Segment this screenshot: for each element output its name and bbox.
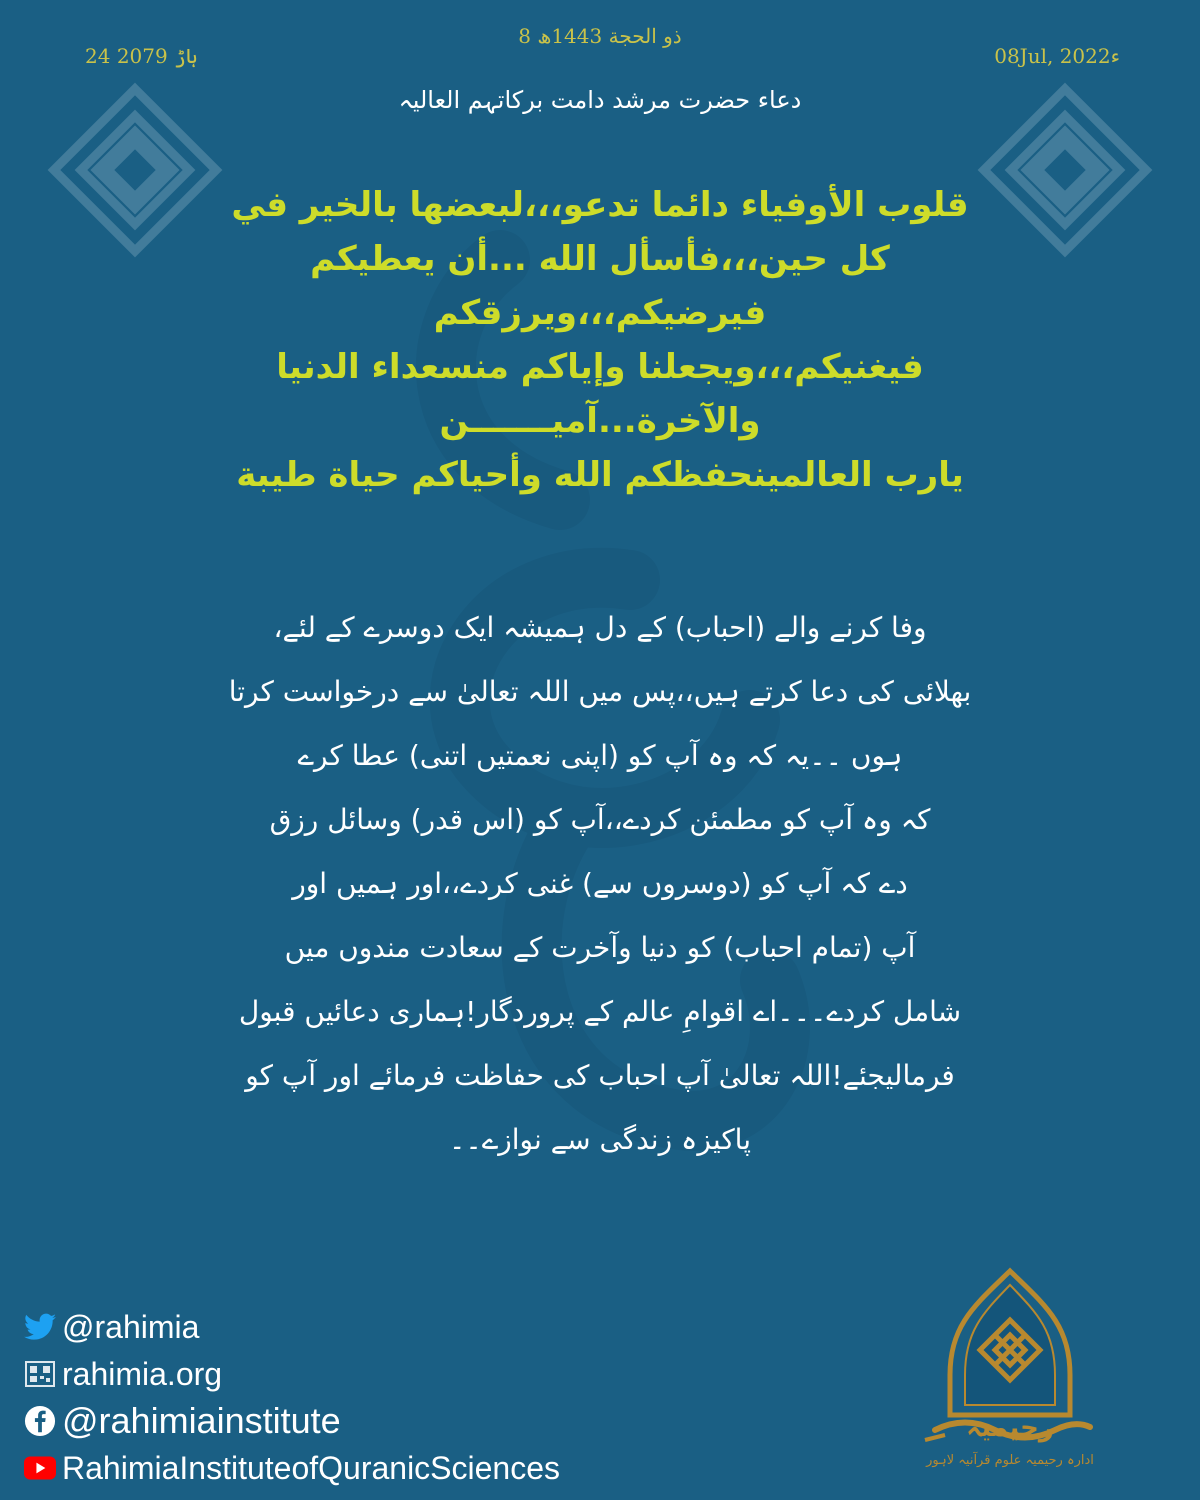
twitter-link[interactable]: [24, 1305, 724, 1349]
date-hijri: 8 ذو الحجة 1443ھ: [518, 24, 682, 48]
social-links: [24, 1305, 724, 1493]
youtube-channel: RahimiaInstituteofQuranicSciences: [62, 1449, 561, 1486]
twitter-icon: [24, 1311, 56, 1343]
urdu-line: دے کہ آپ کو (دوسروں سے) غنی کردے،،اور ہمیں اور: [292, 867, 908, 900]
institute-logo: [905, 1265, 1115, 1485]
twitter-handle: @rahimia: [62, 1308, 200, 1345]
urdu-line: بھلائی کی دعا کرتے ہیں،،پس میں اللہ تعالیٰ سے درخواست کرتا: [228, 675, 972, 708]
logo-title: رحیمیہ: [966, 1413, 1054, 1443]
urdu-line: ہوں ۔۔یہ کہ وہ آپ کو (اپنی نعمتیں اتنی) عطا کرے: [297, 739, 903, 772]
website-url: rahimia.org: [62, 1355, 223, 1392]
urdu-line: فرمالیجئے!اللہ تعالیٰ آپ احباب کی حفاظت فرمائے اور آپ کو: [245, 1059, 955, 1092]
urdu-line: وفا کرنے والے (احباب) کے دل ہمیشہ ایک دوسرے کے لئے،: [273, 611, 927, 644]
arabic-line: كل حين،،،فأسأل الله ...أن يعطيكم فيرضيكم،،،ويرزقكم: [310, 239, 890, 333]
arabic-line: قلوب الأوفياء دائما تدعو،،،لبعضها بالخير في: [231, 185, 969, 225]
date-vikram: 24 ہاڑ 2079: [85, 44, 198, 68]
urdu-line: شامل کردے۔۔۔اے اقوامِ عالم کے پروردگار!ہماری دعائیں قبول: [238, 995, 962, 1028]
facebook-icon: [24, 1405, 56, 1437]
date-gregorian: 08Jul, 2022ء: [994, 44, 1120, 68]
urdu-line: آپ (تمام احباب) کو دنیا وآخرت کے سعادت مندوں میں: [284, 931, 916, 964]
page-title: دعاء حضرت مرشد دامت برکاتہم العالیہ: [398, 86, 802, 114]
urdu-translation: [180, 596, 1020, 1172]
youtube-link[interactable]: [24, 1446, 724, 1490]
arabic-line: يارب العالمينحفظكم الله وأحياكم حياة طيبة: [236, 455, 964, 495]
urdu-line: پاکیزہ زندگی سے نوازے۔۔: [449, 1123, 751, 1156]
logo-subtitle: ادارہ رحیمیہ علوم قرآنیہ لاہور: [926, 1453, 1094, 1468]
website-link[interactable]: [24, 1352, 724, 1396]
arabic-prayer: [150, 178, 1050, 502]
logo-emblem-icon: [905, 1265, 1115, 1485]
facebook-handle: @rahimiainstitute: [62, 1400, 341, 1441]
arabic-line: فيغنيكم،،،ويجعلنا وإياكم منسعداء الدنيا والآخرة...آميـــــــن: [276, 347, 924, 441]
youtube-icon: [24, 1452, 56, 1484]
urdu-line: کہ وہ آپ کو مطمئن کردے،،آپ کو (اس قدر) وسائل رزق: [269, 803, 931, 836]
facebook-link[interactable]: [24, 1399, 724, 1443]
qr-code-icon: [24, 1358, 56, 1390]
